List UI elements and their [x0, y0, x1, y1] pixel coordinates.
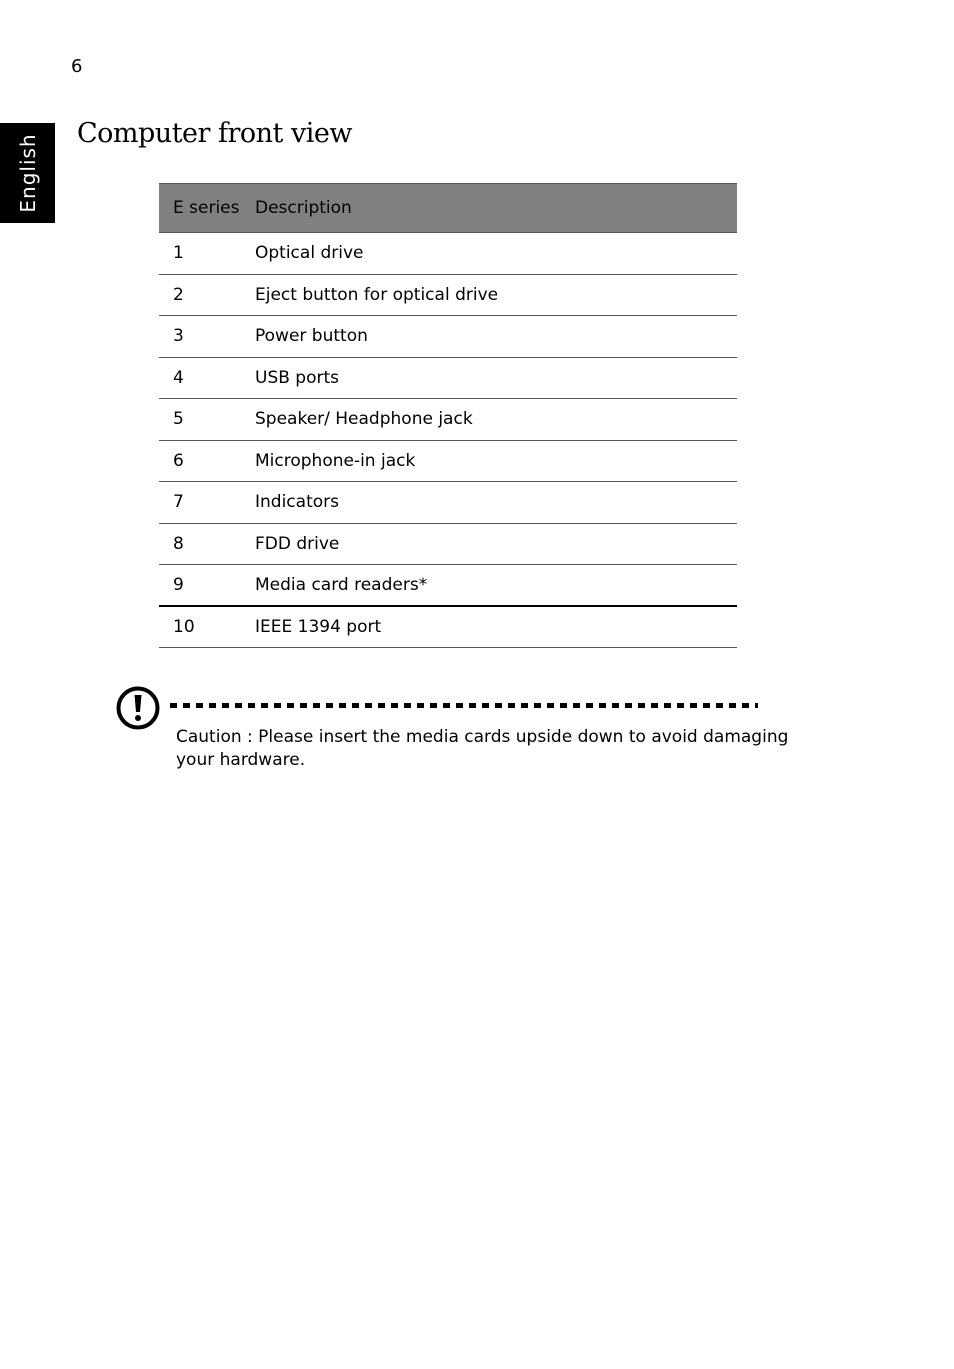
row-number: 2 — [173, 284, 184, 305]
row-description: Microphone-in jack — [255, 450, 416, 471]
row-description: Indicators — [255, 492, 339, 513]
table-row — [159, 399, 737, 441]
row-number: 5 — [173, 409, 184, 430]
row-description: Optical drive — [255, 243, 364, 264]
table-row — [159, 358, 737, 400]
row-description: IEEE 1394 port — [255, 616, 382, 637]
row-number: 7 — [173, 492, 184, 513]
row-description: FDD drive — [255, 533, 340, 554]
row-description: Media card readers* — [255, 574, 428, 595]
language-tab-label: English — [15, 133, 40, 213]
row-number: 3 — [173, 326, 184, 347]
table-row — [159, 441, 737, 483]
table-row — [159, 524, 737, 566]
row-number: 6 — [173, 450, 184, 471]
row-description: Eject button for optical drive — [255, 284, 499, 305]
page-number: 6 — [71, 56, 83, 77]
table-row — [159, 482, 737, 524]
row-description: Power button — [255, 326, 368, 347]
language-tab — [0, 123, 55, 223]
page-title: Computer front view — [77, 118, 352, 149]
table-row — [159, 565, 737, 607]
column-header-description: Description — [255, 198, 352, 218]
table-row — [159, 607, 737, 649]
row-number: 8 — [173, 533, 184, 554]
row-number: 4 — [173, 367, 184, 388]
caution-divider — [170, 703, 758, 708]
column-header-series: E series — [173, 198, 240, 218]
row-description: Speaker/ Headphone jack — [255, 409, 473, 430]
caution-message: Please insert the media cards upside down to avoid damaging your hardware. — [176, 727, 789, 770]
caution-exclamation-icon — [115, 685, 161, 731]
caution-note — [176, 726, 816, 772]
row-number: 1 — [173, 243, 184, 264]
row-description: USB ports — [255, 367, 340, 388]
table-row — [159, 316, 737, 358]
row-number: 9 — [173, 574, 184, 595]
table-header — [159, 183, 737, 233]
table-row — [159, 233, 737, 275]
row-number: 10 — [173, 616, 195, 637]
front-view-table — [159, 183, 737, 648]
caution-label: Caution : — [176, 727, 253, 747]
table-row — [159, 275, 737, 317]
